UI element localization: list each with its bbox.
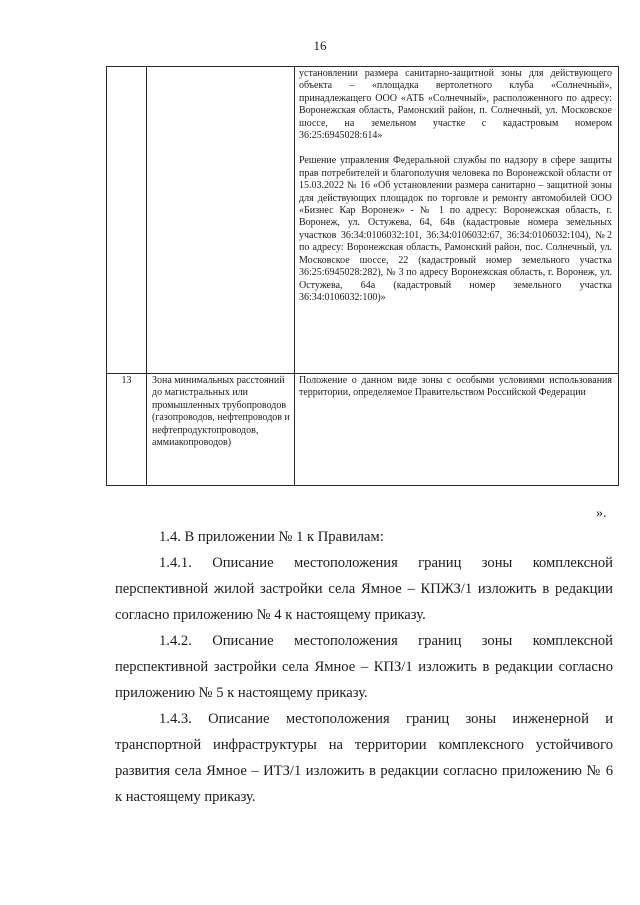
zone-description-cell [295,374,619,486]
body-paragraph: 1.4.2. Описание местоположения границ зоны комплексной перспективной застройки села Ямное – КПЗ/1 изложить в редакции согласно приложению № 5 к настоящему приказу. [115,633,613,701]
zone-description-cell [295,67,619,374]
zones-table [106,66,619,486]
body-paragraph: 1.4.3. Описание местоположения границ зоны инженерной и транспортной инфраструктуры на территории комплексного устойчивого развития села Ямное – ИТЗ/1 изложить в редакции согласно приложению № 6 к настоящему приказу. [115,711,613,805]
row-number-cell [107,67,147,374]
body-paragraph: 1.4.1. Описание местоположения границ зоны комплексной перспективной жилой застройки села Ямное – КПЖЗ/1 изложить в редакции согласно приложению № 4 к настоящему приказу. [115,555,613,623]
section-heading: 1.4. В приложении № 1 к Правилам: [159,529,384,545]
table-row [107,374,619,486]
closing-quote: ». [596,506,607,521]
page-number: 16 [313,38,327,53]
table-row [107,67,619,374]
description-paragraph: установлении размера санитарно-защитной зоны для действующего объекта – «площадка вертолетного клуба «Солнечный», принадлежащего ООО «АТБ «Солнечный», расположенного по адресу: Воронежская область, Рамонский район, п. Солнечный, ул. Московское шоссе, на земельном участке с кадастровым номером 36:25:6945028:614» [299,68,612,142]
zone-name-cell [147,67,295,374]
zone-name-cell: Зона минимальных расстояний до магистральных или промышленных трубопроводов (газопроводов, нефтепроводов и нефтепродуктопроводов, аммиакопроводов) [147,374,295,486]
description-paragraph: Решение управления Федеральной службы по надзору в сфере защиты прав потребителей и благополучия человека по Воронежской области от 15.03.2022 № 16 «Об установлении размера санитарно – защитной зоны для действующих площадок по торговле и ремонту автомобилей ООО «Бизнес Кар Воронеж» - № 1 по адресу: Воронежская область, г. Воронеж, ул. Остужева, 64, 64в (кадастровые номера земельных участков 36:34:0106032:101, 36:34:0106032:67, 36:34:0106032:104), №2 по адресу: Воронежская область, Рамонский район, пос. Солнечный, ул. Московское шоссе, 22 (кадастровый номер земельного участка 36:25:6945028:282), № 3 по адресу Воронежская область, г. Воронеж, ул. Остужева, 64а (кадастровый номер земельного участка 36:34:0106032:100)» [299,155,612,303]
description-paragraph: Положение о данном виде зоны с особыми условиями использования территории, определяемое Правительством Российской Федерации [299,375,612,399]
body-text [115,524,613,810]
row-number-cell: 13 [107,374,147,486]
